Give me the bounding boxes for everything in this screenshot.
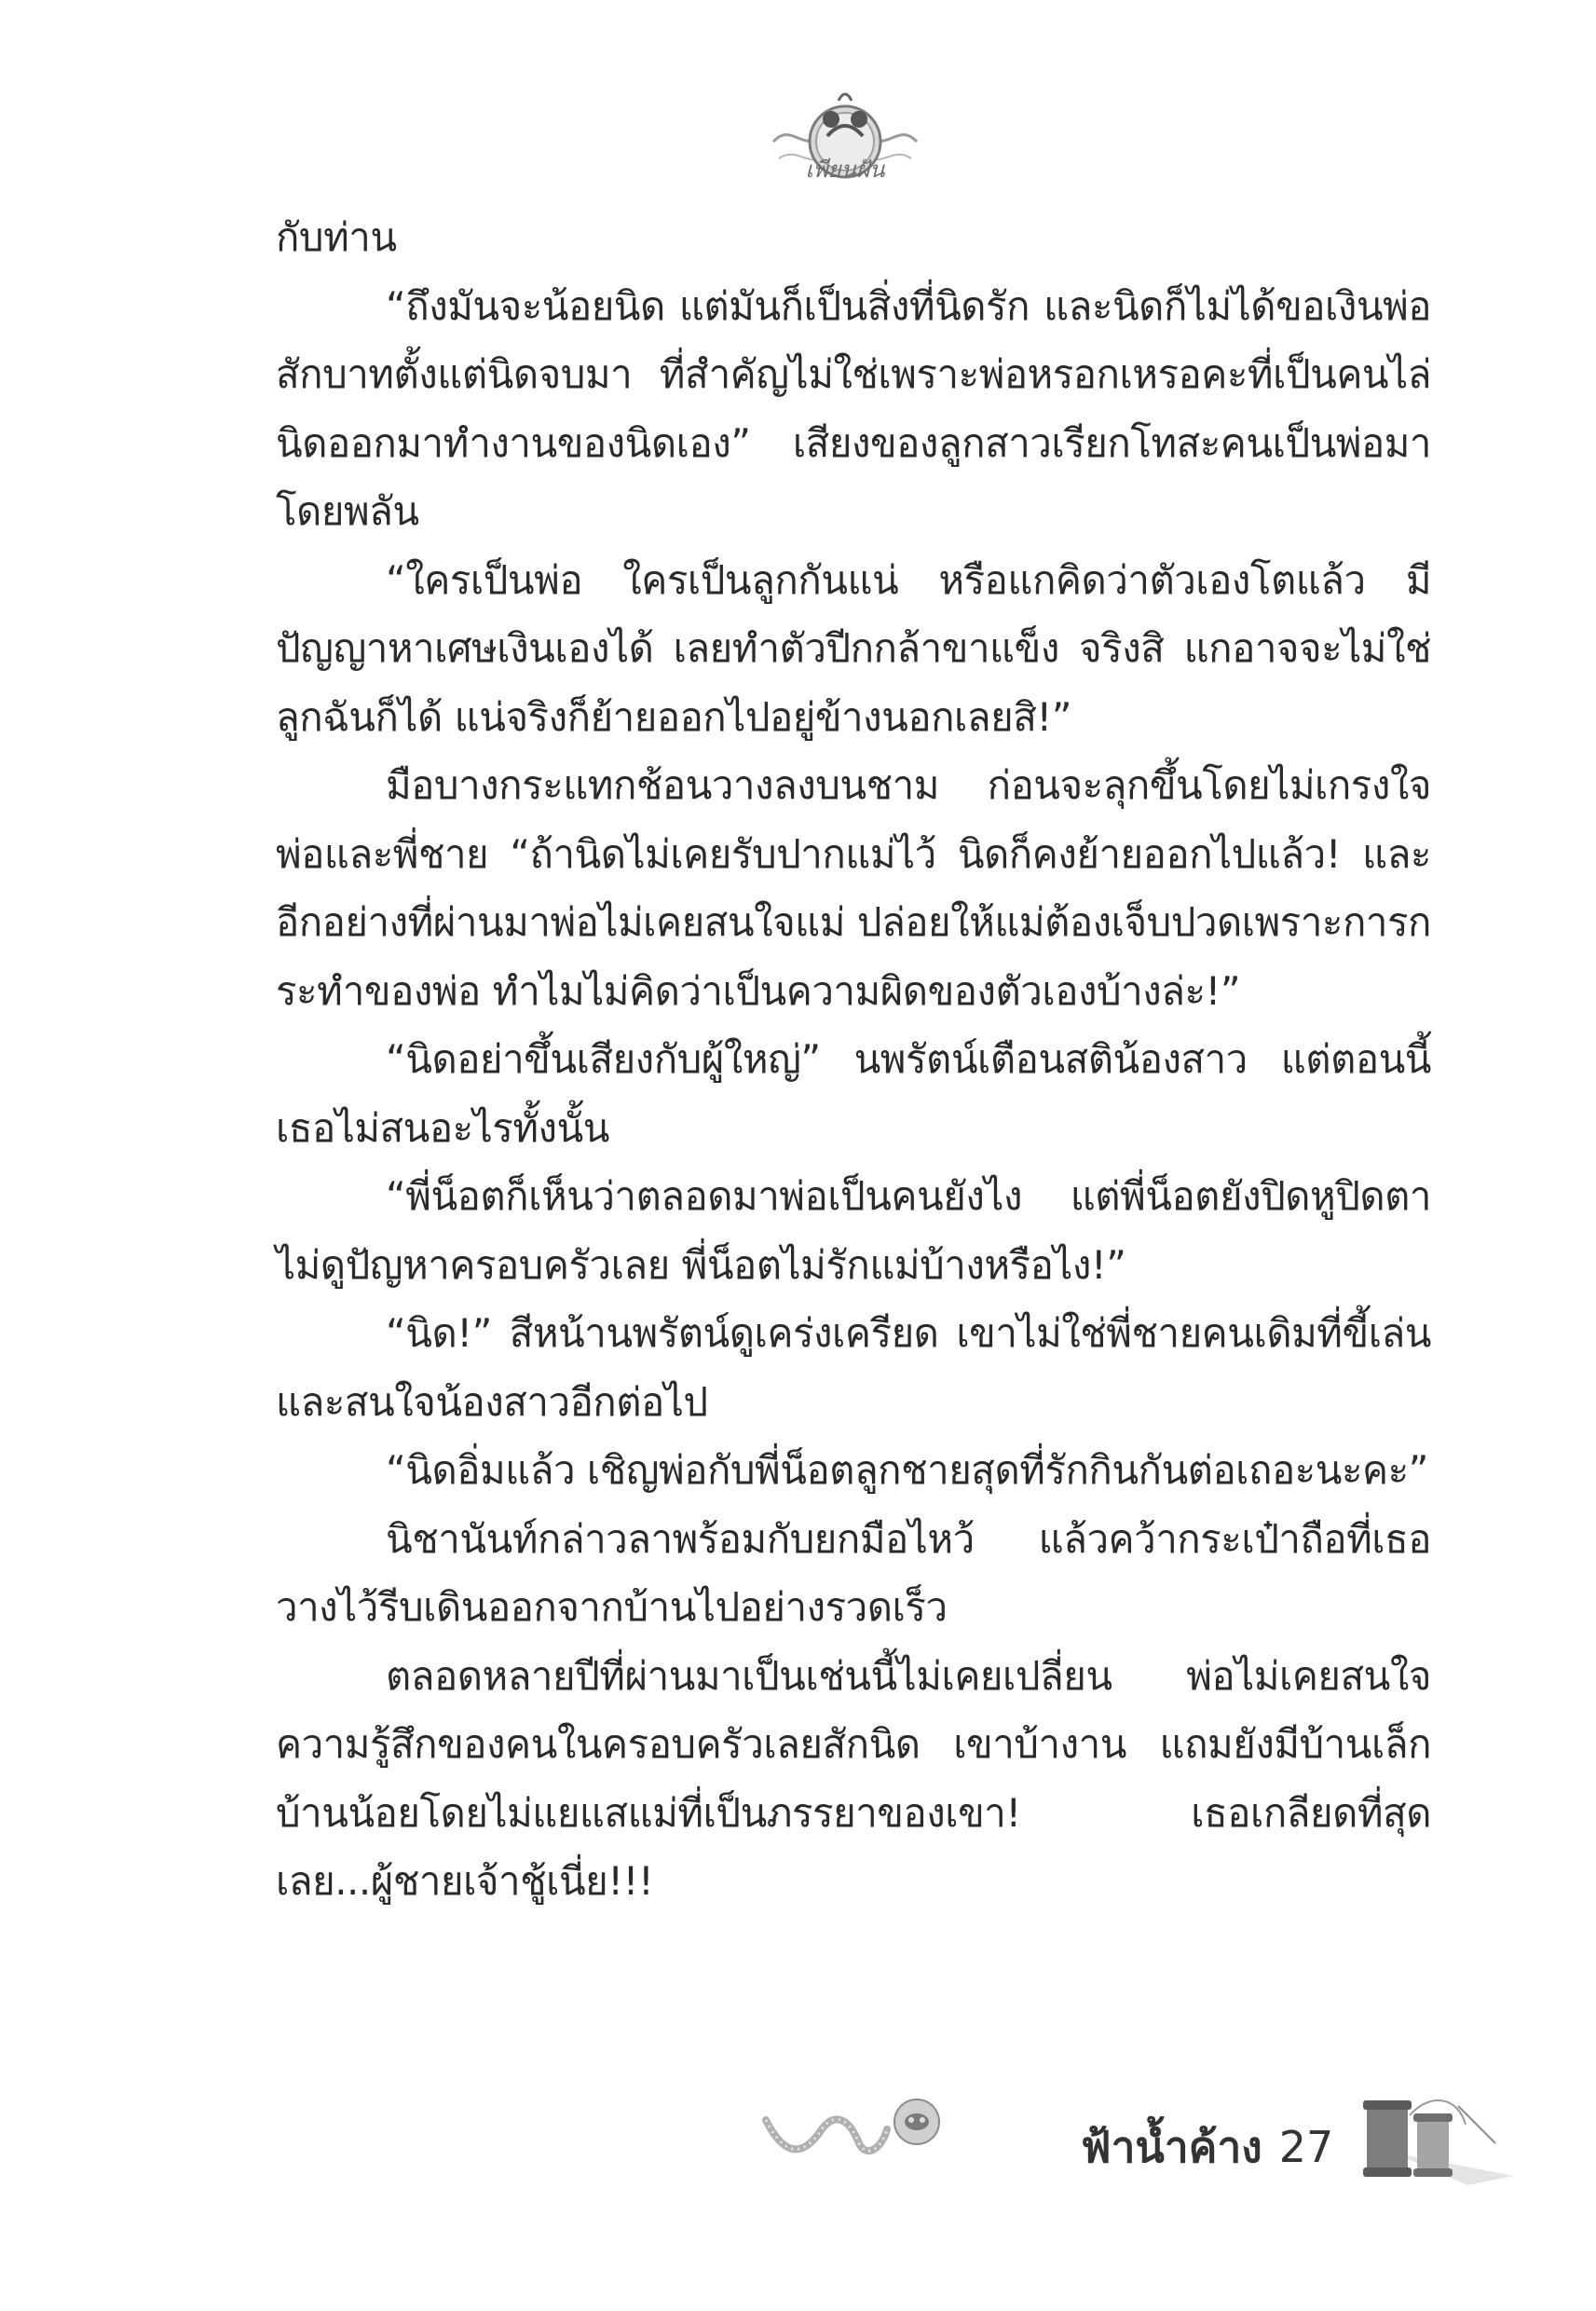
paragraph: “ถึงมันจะน้อยนิด แต่มันก็เป็นสิ่งที่นิดรัก และนิดก็ไม่ได้ขอเงินพ่อสักบาทตั้งแต่นิดจบมา ที่สำคัญไม่ใช่เพราะพ่อหรอกเหรอคะที่เป็นคนไล่นิดออกมาทำงานของนิดเอง” เสียงของลูกสาวเรียกโทสะคนเป็นพ่อมาโดยพลัน [276,282,1431,534]
paragraph: “พี่น็อตก็เห็นว่าตลอดมาพ่อเป็นคนยังไง แต่พี่น็อตยังปิดหูปิดตาไม่ดูปัญหาครอบครัวเลย พี่น็อตไม่รักแม่บ้างหรือไง!” [276,1173,1431,1288]
header-emblem [766,65,924,186]
thread-spools-icon [1356,2087,1523,2190]
paragraph: มือบางกระแทกช้อนวางลงบนชาม ก่อนจะลุกขึ้นโดยไม่เกรงใจพ่อและพี่ชาย “ถ้านิดไม่เคยรับปากแม่ไว้ นิดก็คงย้ายออกไปแล้ว! และอีกอย่างที่ผ่านมาพ่อไม่เคยสนใจแม่ ปล่อยให้แม่ต้องเจ็บปวดเพราะการกระทำของพ่อ ทำไมไม่คิดว่าเป็นความผิดของตัวเองบ้างล่ะ!” [276,762,1431,1014]
paragraph: “นิดอิ่มแล้ว เชิญพ่อกับพี่น็อตลูกชายสุดที่รักกินกันต่อเถอะนะคะ” [386,1447,1428,1493]
page-number: 27 [1278,2122,1334,2172]
body-text [276,203,1431,1916]
book-title: ฟ้าน้ำค้าง [1081,2122,1262,2172]
footer-title [1081,2113,1333,2181]
emblem-text: เพียนฝัน [805,157,885,183]
paragraph: ตลอดหลายปีที่ผ่านมาเป็นเช่นนี้ไม่เคยเปลี่ยน พ่อไม่เคยสนใจความรู้สึกของคนในครอบครัวเลยสักนิด เขาบ้างาน แถมยังมีบ้านเล็กบ้านน้อยโดยไม่แยแสแม่ที่เป็นภรรยาของเขา! เธอเกลียดที่สุดเลย...ผู้ชายเจ้าชู้เนี่ย!!! [276,1652,1431,1904]
paragraph: “นิดอย่าขึ้นเสียงกับผู้ใหญ่” นพรัตน์เตือนสติน้องสาว แต่ตอนนี้เธอไม่สนอะไรทั้งนั้น [276,1036,1431,1151]
paragraph: “ใครเป็นพ่อ ใครเป็นลูกกันแน่ หรือแกคิดว่าตัวเองโตแล้ว มีปัญญาหาเศษเงินเองได้ เลยทำตัวปีกกล้าขาแข็ง จริงสิ แกอาจจะไม่ใช่ลูกฉันก็ได้ แน่จริงก็ย้ายออกไปอยู่ข้างนอกเลยสิ!” [276,556,1431,740]
paragraph: “นิด!” สีหน้านพรัตน์ดูเคร่งเครียด เขาไม่ใช่พี่ชายคนเดิมที่ขี้เล่นและสนใจน้องสาวอีกต่อไป [276,1310,1431,1425]
paragraph: นิชานันท์กล่าวลาพร้อมกับยกมือไหว้ แล้วคว้ากระเป๋าถือที่เธอวางไว้รีบเดินออกจากบ้านไปอย่างรวดเร็ว [276,1515,1431,1630]
tape-measure-icon [757,2092,952,2167]
paragraph: กับท่าน [276,214,397,260]
